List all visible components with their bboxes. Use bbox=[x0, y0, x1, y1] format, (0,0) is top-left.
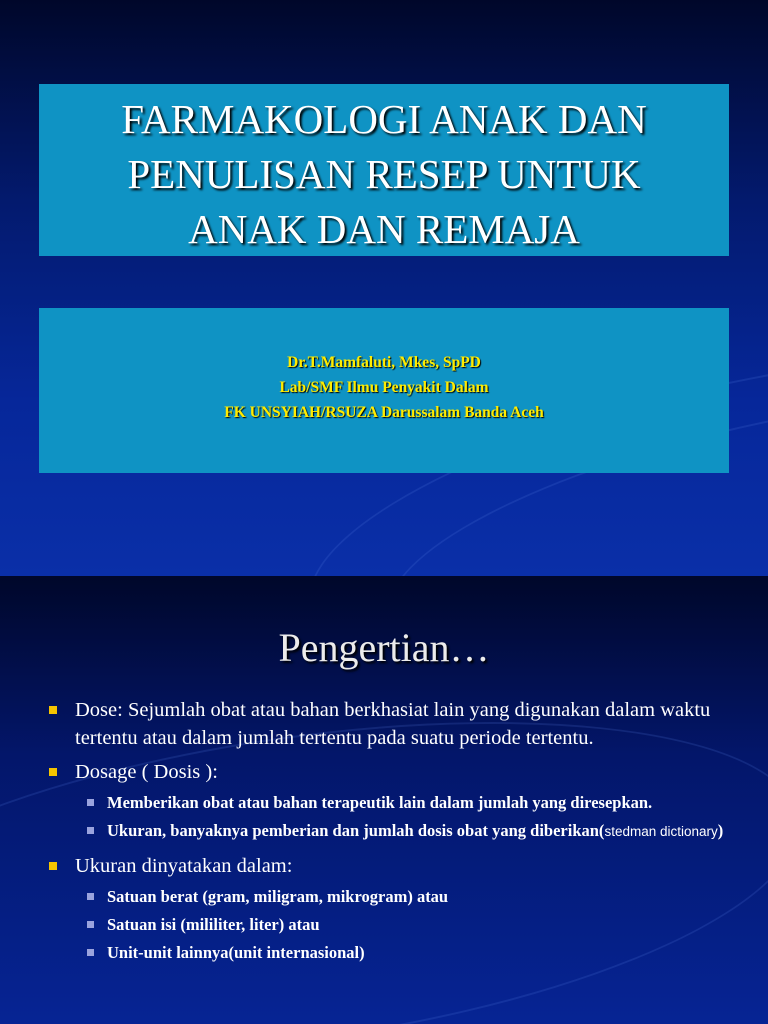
square-bullet-icon bbox=[87, 799, 94, 806]
bullet-dose bbox=[46, 696, 738, 752]
sub-bullet-text: Unit-unit lainnya(unit internasional) bbox=[107, 943, 365, 962]
author-name: Dr.T.Mamfaluti, Mkes, SpPD bbox=[287, 354, 481, 371]
author-info bbox=[39, 350, 729, 425]
content-slide bbox=[0, 576, 768, 1024]
author-box bbox=[39, 308, 729, 473]
sub-bullet-text: Satuan isi (mililiter, liter) atau bbox=[107, 915, 320, 934]
sub-bullet bbox=[46, 792, 738, 814]
title-line: PENULISAN RESEP UNTUK bbox=[127, 151, 641, 197]
sub-bullet-text: Memberikan obat atau bahan terapeutik lain dalam jumlah yang diresepkan. bbox=[107, 793, 653, 812]
citation-text: stedman dictionary bbox=[604, 824, 718, 839]
bullet-text: Dose: Sejumlah obat atau bahan berkhasiat lain yang digunakan dalam waktu tertentu atau dalam jumlah tertentu pada suatu periode tertentu. bbox=[75, 699, 711, 749]
sub-bullet-text: Satuan berat (gram, miligram, mikrogram) atau bbox=[107, 887, 449, 906]
sub-bullet bbox=[46, 820, 738, 843]
slide-heading: Pengertian… bbox=[278, 625, 490, 670]
sub-bullet bbox=[46, 886, 738, 908]
bullet-dosage bbox=[46, 758, 738, 786]
square-bullet-icon bbox=[87, 949, 94, 956]
sub-bullet bbox=[46, 942, 738, 964]
author-department: Lab/SMF Ilmu Penyakit Dalam bbox=[279, 379, 489, 396]
square-bullet-icon bbox=[87, 921, 94, 928]
square-bullet-icon bbox=[49, 768, 57, 776]
title-line: ANAK DAN REMAJA bbox=[188, 206, 580, 252]
sub-bullet bbox=[46, 914, 738, 936]
bullet-list bbox=[46, 696, 738, 964]
title-box bbox=[39, 84, 729, 256]
bullet-text: Ukuran dinyatakan dalam: bbox=[75, 855, 293, 877]
bullet-ukuran bbox=[46, 852, 738, 880]
slide-title bbox=[39, 84, 729, 257]
sub-bullet-text-end: ) bbox=[717, 821, 724, 840]
square-bullet-icon bbox=[49, 706, 57, 714]
bullet-text: Dosage ( Dosis ): bbox=[75, 761, 218, 783]
square-bullet-icon bbox=[87, 893, 94, 900]
title-line: FARMAKOLOGI ANAK DAN bbox=[121, 96, 647, 142]
author-institution: FK UNSYIAH/RSUZA Darussalam Banda Aceh bbox=[224, 404, 544, 421]
square-bullet-icon bbox=[87, 827, 94, 834]
square-bullet-icon bbox=[49, 862, 57, 870]
sub-bullet-text: Ukuran, banyaknya pemberian dan jumlah dosis obat yang diberikan( bbox=[107, 821, 605, 840]
